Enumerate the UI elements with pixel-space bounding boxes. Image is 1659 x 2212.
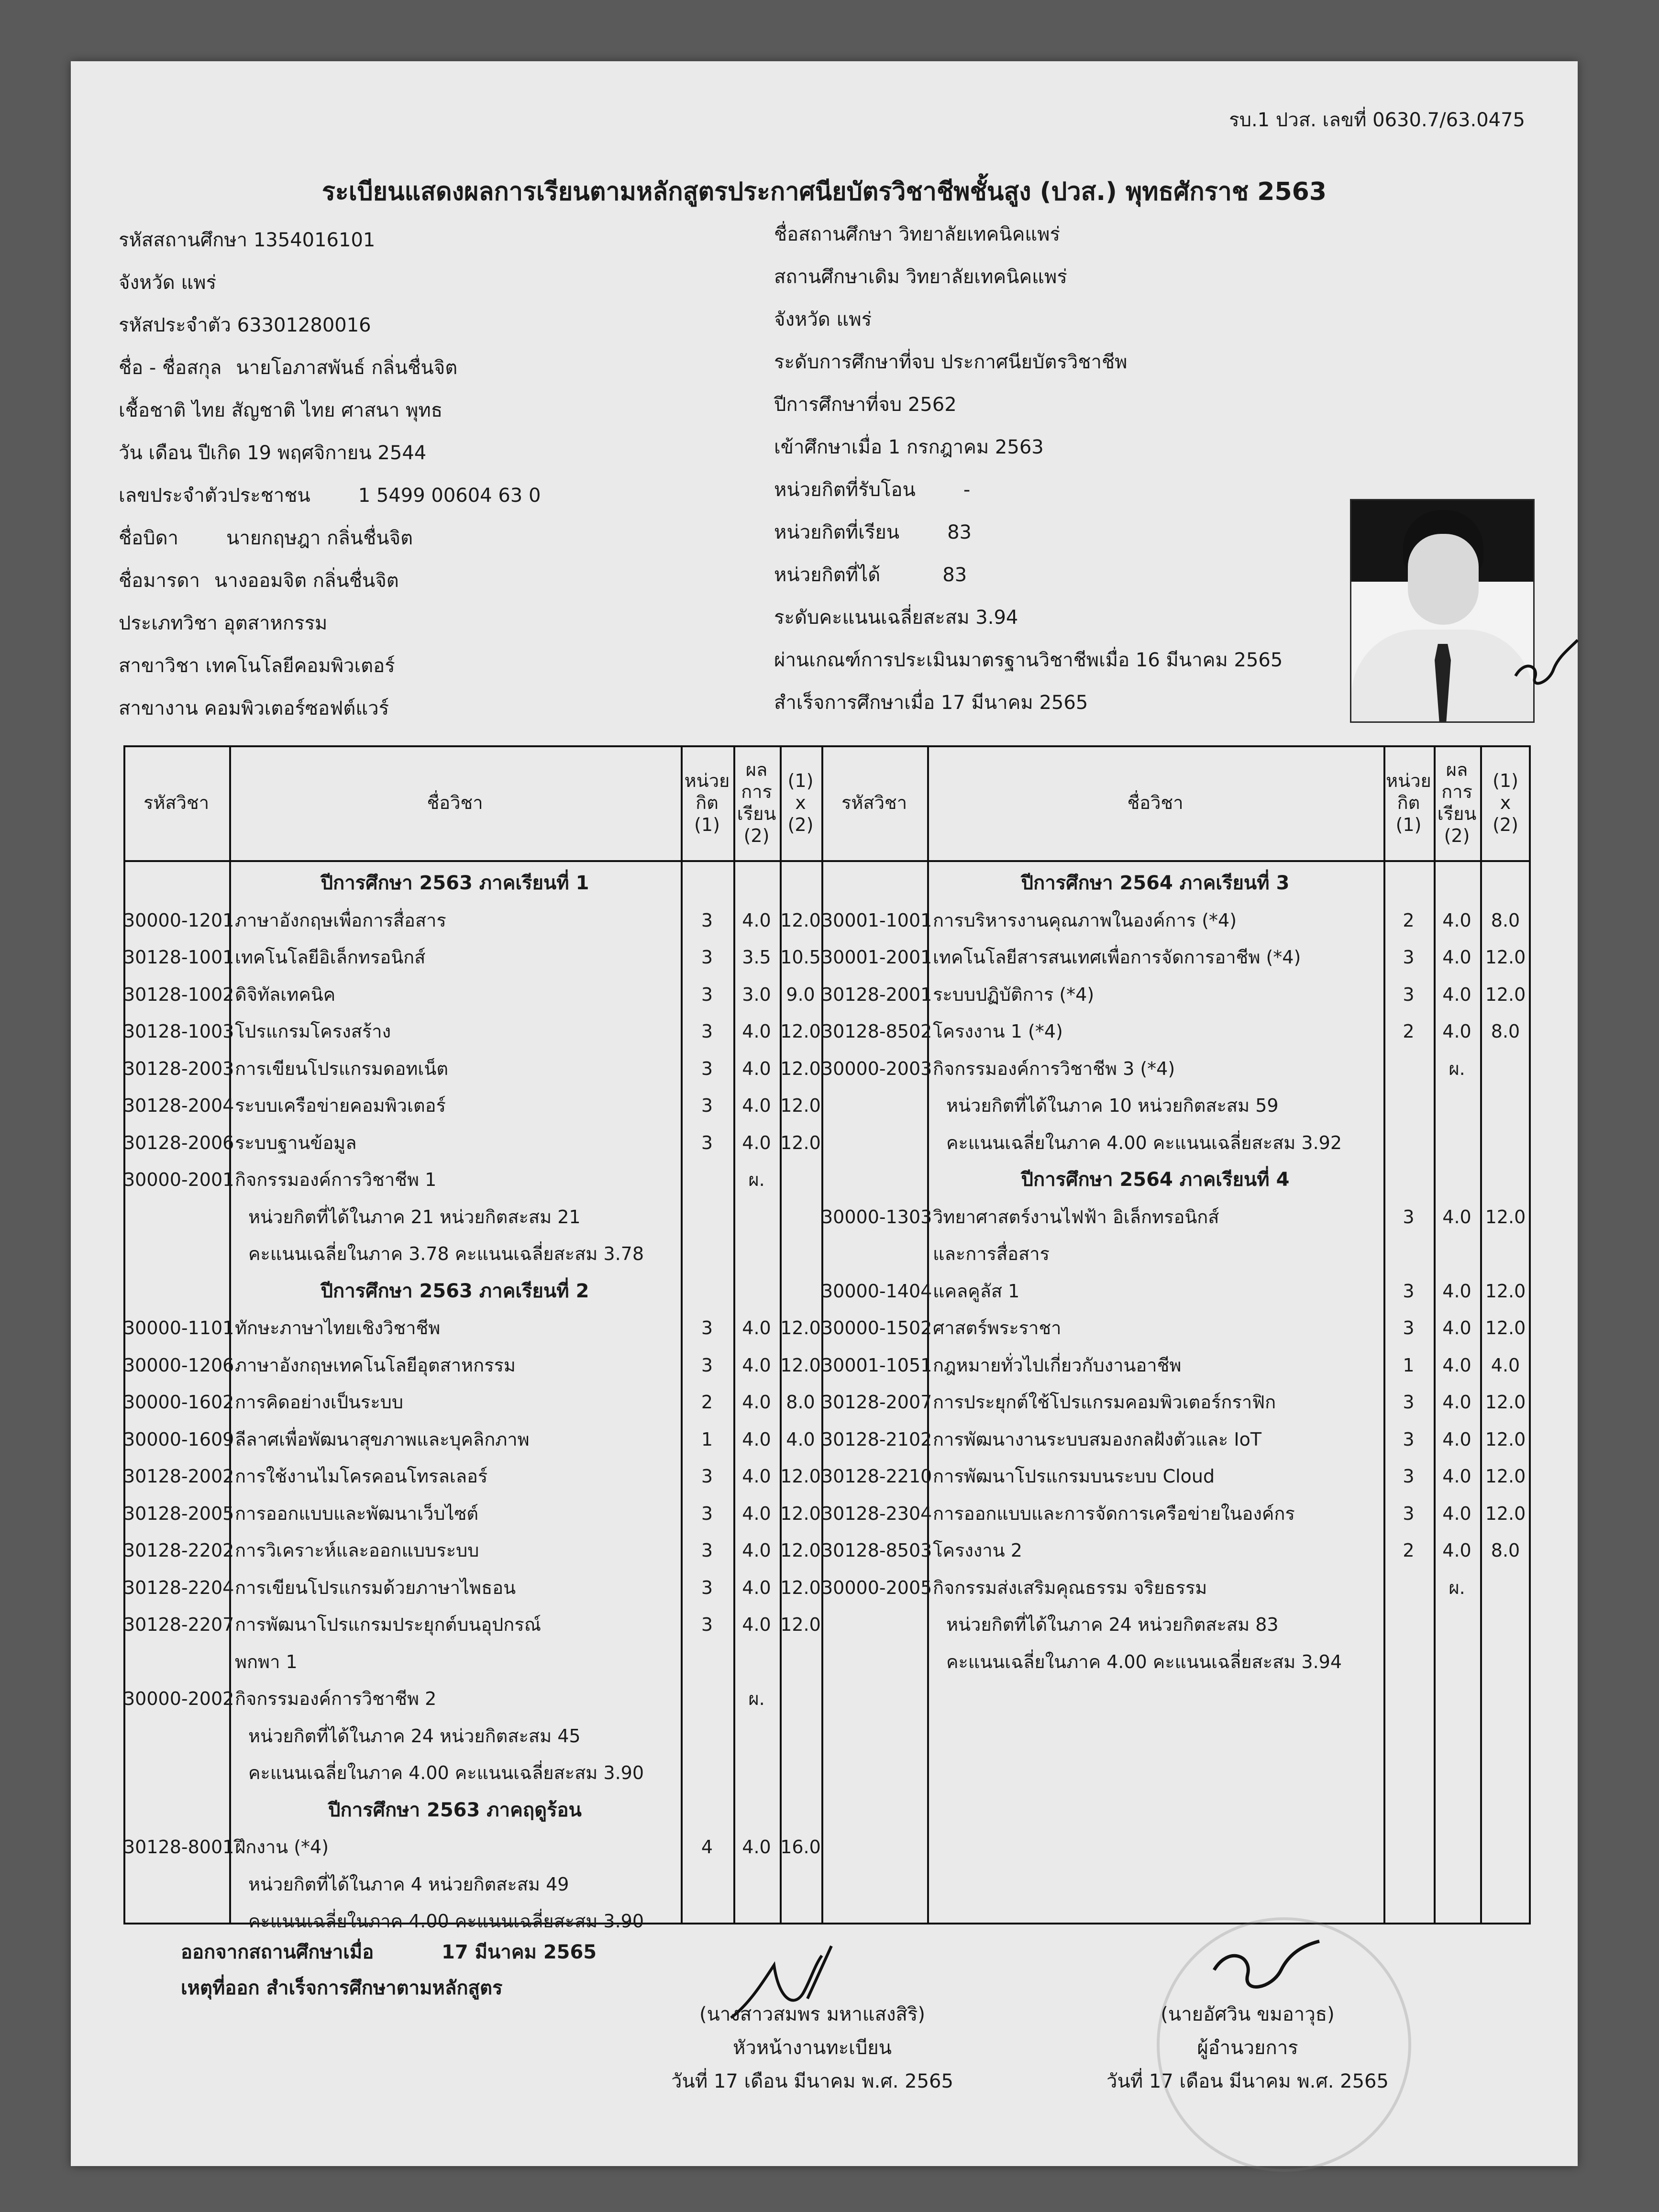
course-code: 30000-2003 [821, 1058, 932, 1079]
field-type: ประเภทวิชา อุตสาหกรรม [119, 612, 328, 634]
course-grade: 4.0 [742, 1095, 771, 1116]
course-points: 12.0 [780, 1614, 821, 1635]
previous-province: จังหวัด แพร่ [774, 309, 872, 331]
header-subject: ชื่อวิชา [1127, 792, 1183, 813]
course-name: กิจกรรมองค์การวิชาชีพ 2 [235, 1688, 437, 1709]
semester-heading: ปีการศึกษา 2563 ภาคเรียนที่ 2 [321, 1280, 589, 1302]
standard-test: ผ่านเกณฑ์การประเมินมาตรฐานวิชาชีพเมื่อ 16 มีนาคม 2565 [774, 649, 1283, 671]
course-code: 30128-8503 [821, 1540, 932, 1561]
course-grade: 4.0 [1442, 910, 1471, 931]
transfer-label: หน่วยกิตที่รับโอน [774, 479, 916, 501]
course-points: 12.0 [1485, 984, 1526, 1005]
citizen-id: 1 5499 00604 63 0 [358, 485, 541, 507]
course-grade: 4.0 [1442, 1317, 1471, 1338]
course-grade: 4.0 [742, 1503, 771, 1524]
course-grade: 4.0 [1442, 984, 1471, 1005]
course-points: 12.0 [780, 1021, 821, 1042]
student-name-line [119, 347, 541, 389]
mother-line [119, 560, 541, 602]
specialization: สาขางาน คอมพิวเตอร์ซอฟต์แวร์ [119, 697, 389, 719]
course-code: 30000-1206 [123, 1355, 234, 1376]
enrolled-date: เข้าศึกษาเมื่อ 1 กรกฎาคม 2563 [774, 436, 1044, 458]
course-code: 30128-1001 [123, 947, 234, 968]
course-points: 8.0 [1491, 910, 1520, 931]
name-label: ชื่อ - ชื่อสกุล [119, 357, 222, 379]
document-title: ระเบียนแสดงผลการเรียนตามหลักสูตรประกาศนียบัตรวิชาชีพชั้นสูง (ปวส.) พุทธศักราช 2563 [321, 177, 1327, 206]
previous-grad-year: ปีการศึกษาที่จบ 2562 [774, 394, 957, 416]
header-points: (1) x (2) [787, 770, 814, 835]
semester-summary: หน่วยกิตที่ได้ในภาค 4 หน่วยกิตสะสม 49 [248, 1874, 569, 1895]
director-name: (นายอัศวิน ขมอาวุธ) [1161, 2003, 1335, 2025]
course-code: 30128-2304 [821, 1503, 932, 1524]
director-date: วันที่ 17 เดือน มีนาคม พ.ศ. 2565 [1106, 2070, 1389, 2092]
course-credit: 3 [1403, 984, 1415, 1005]
course-code: 30128-8502 [821, 1021, 932, 1042]
course-points: 12.0 [1485, 1429, 1526, 1450]
semester-summary: คะแนนเฉลี่ยในภาค 4.00 คะแนนเฉลี่ยสะสม 3.94 [946, 1651, 1342, 1672]
course-name: โครงงาน 2 [933, 1540, 1022, 1561]
course-grade: ผ. [748, 1688, 765, 1709]
header-subject: ชื่อวิชา [427, 792, 483, 813]
course-credit: 3 [701, 1466, 713, 1487]
credits-studied-line [774, 511, 1283, 554]
credits-studied-label: หน่วยกิตที่เรียน [774, 521, 900, 543]
course-code: 30000-1502 [821, 1317, 932, 1338]
course-credit: 3 [1403, 1429, 1415, 1450]
course-grade: 4.0 [742, 1836, 771, 1858]
course-code: 30128-2002 [123, 1466, 234, 1487]
course-points: 12.0 [780, 910, 821, 931]
semester-heading: ปีการศึกษา 2564 ภาคเรียนที่ 3 [1021, 872, 1290, 894]
transcript-paper [71, 61, 1578, 2166]
course-points: 12.0 [780, 1466, 821, 1487]
course-name: การพัฒนาโปรแกรมประยุกต์บนอุปกรณ์ [235, 1614, 541, 1635]
course-points: 16.0 [780, 1836, 821, 1858]
course-points: 12.0 [780, 1095, 821, 1116]
course-name: โปรแกรมโครงสร้าง [235, 1021, 391, 1042]
course-points: 10.5 [780, 947, 821, 968]
province: จังหวัด แพร่ [119, 272, 217, 294]
course-name: ระบบฐานข้อมูล [235, 1132, 357, 1153]
course-credit: 1 [701, 1429, 713, 1450]
course-code: 30001-2001 [821, 947, 932, 968]
course-credit: 3 [701, 1132, 713, 1153]
course-credit: 2 [701, 1392, 713, 1413]
course-name: การพัฒนางานระบบสมองกลฝังตัวและ IoT [933, 1429, 1262, 1450]
table-row-line [123, 745, 1531, 747]
course-name: การวิเคราะห์และออกแบบระบบ [235, 1540, 479, 1561]
school-name: ชื่อสถานศึกษา วิทยาลัยเทคนิคแพร่ [774, 223, 1060, 245]
school-code: รหัสสถานศึกษา 1354016101 [119, 229, 376, 251]
school-info [774, 213, 1283, 724]
student-info [119, 219, 541, 730]
major: สาขาวิชา เทคโนโลยีคอมพิวเตอร์ [119, 655, 395, 677]
father-line [119, 517, 541, 560]
course-credit: 3 [1403, 1392, 1415, 1413]
course-code: 30128-2210 [821, 1466, 932, 1487]
course-name: การเขียนโปรแกรมดอทเน็ต [235, 1058, 449, 1079]
header-grade: ผล การ เรียน (2) [1437, 759, 1477, 846]
course-name: การประยุกต์ใช้โปรแกรมคอมพิวเตอร์กราฟิก [933, 1392, 1276, 1413]
course-points: 8.0 [1491, 1540, 1520, 1561]
course-code: 30128-2004 [123, 1095, 234, 1116]
course-code: 30128-2007 [821, 1392, 932, 1413]
course-name: กิจกรรมส่งเสริมคุณธรรม จริยธรรม [933, 1577, 1207, 1598]
course-grade: 4.0 [1442, 1466, 1471, 1487]
course-grade: 4.0 [1442, 1503, 1471, 1524]
course-code: 30000-2002 [123, 1688, 234, 1709]
registrar-title: หัวหน้างานทะเบียน [732, 2037, 892, 2059]
transfer-credits-line [774, 469, 1283, 511]
header-points: (1) x (2) [1493, 770, 1518, 835]
credits-earned-label: หน่วยกิตที่ได้ [774, 564, 881, 586]
course-credit: 3 [701, 1540, 713, 1561]
course-points: 12.0 [1485, 1392, 1526, 1413]
course-points: 8.0 [1491, 1021, 1520, 1042]
course-grade: ผ. [748, 1169, 765, 1190]
course-credit: 3 [701, 1503, 713, 1524]
course-credit: 3 [701, 1095, 713, 1116]
leave-reason: เหตุที่ออก สำเร็จการศึกษาตามหลักสูตร [181, 1977, 503, 1999]
credits-earned-line [774, 554, 1283, 597]
course-grade: 4.0 [742, 1021, 771, 1042]
graduated-date: สำเร็จการศึกษาเมื่อ 17 มีนาคม 2565 [774, 692, 1088, 714]
course-name: พกพา 1 [235, 1651, 298, 1672]
ethnicity: เชื้อชาติ ไทย สัญชาติ ไทย ศาสนา พุทธ [119, 399, 443, 421]
course-name: กฎหมายทั่วไปเกี่ยวกับงานอาชีพ [933, 1355, 1182, 1376]
semester-heading: ปีการศึกษา 2564 ภาคเรียนที่ 4 [1021, 1169, 1290, 1191]
course-name: ศาสตร์พระราชา [933, 1317, 1062, 1338]
header-credit: หน่วย กิต (1) [684, 770, 730, 835]
gpax: ระดับคะแนนเฉลี่ยสะสม 3.94 [774, 607, 1018, 629]
course-credit: 3 [701, 910, 713, 931]
course-grade: ผ. [1449, 1058, 1465, 1079]
course-code: 30000-2001 [123, 1169, 234, 1190]
course-credit: 3 [1403, 1466, 1415, 1487]
photo-signature-mark [1506, 630, 1582, 697]
course-name: โครงงาน 1 (*4) [933, 1021, 1063, 1042]
credits-earned: 83 [942, 564, 967, 586]
document-reference: รบ.1 ปวส. เลขที่ 0630.7/63.0475 [1229, 109, 1525, 131]
course-name: การใช้งานไมโครคอนโทรลเลอร์ [235, 1466, 488, 1487]
course-grade: 3.5 [742, 947, 771, 968]
course-name: วิทยาศาสตร์งานไฟฟ้า อิเล็กทรอนิกส์ [933, 1206, 1219, 1228]
course-points: 12.0 [780, 1317, 821, 1338]
course-name: แคลคูลัส 1 [933, 1281, 1020, 1302]
course-grade: 4.0 [742, 1355, 771, 1376]
course-code: 30128-8001 [123, 1836, 234, 1858]
leave-label: ออกจากสถานศึกษาเมื่อ [181, 1941, 374, 1963]
course-grade: 4.0 [1442, 1540, 1471, 1561]
course-code: 30128-2006 [123, 1132, 234, 1153]
previous-level: ระดับการศึกษาที่จบ ประกาศนียบัตรวิชาชีพ [774, 351, 1128, 373]
course-code: 30128-2102 [821, 1429, 932, 1450]
student-id: รหัสประจำตัว 63301280016 [119, 314, 371, 336]
course-name: กิจกรรมองค์การวิชาชีพ 3 (*4) [933, 1058, 1175, 1079]
course-code: 30000-1609 [123, 1429, 234, 1450]
birthdate: วัน เดือน ปีเกิด 19 พฤศจิกายน 2544 [119, 442, 427, 464]
semester-summary: คะแนนเฉลี่ยในภาค 4.00 คะแนนเฉลี่ยสะสม 3.90 [248, 1762, 644, 1783]
course-points: 12.0 [780, 1577, 821, 1598]
semester-summary: คะแนนเฉลี่ยในภาค 4.00 คะแนนเฉลี่ยสะสม 3.92 [946, 1132, 1342, 1153]
semester-summary: หน่วยกิตที่ได้ในภาค 21 หน่วยกิตสะสม 21 [248, 1206, 581, 1228]
semester-heading: ปีการศึกษา 2563 ภาคฤดูร้อน [328, 1799, 582, 1821]
course-grade: 4.0 [742, 1540, 771, 1561]
student-name: นายโอภาสพันธ์ กลิ่นชื่นจิต [236, 357, 458, 379]
course-credit: 3 [1403, 1317, 1415, 1338]
course-credit: 3 [701, 1577, 713, 1598]
course-code: 30128-2003 [123, 1058, 234, 1079]
semester-heading: ปีการศึกษา 2563 ภาคเรียนที่ 1 [321, 872, 589, 894]
credits-studied: 83 [947, 521, 972, 543]
table-row-line [123, 860, 1531, 862]
course-credit: 3 [701, 1058, 713, 1079]
course-name: เทคโนโลยีสารสนเทศเพื่อการจัดการอาชีพ (*4) [933, 947, 1301, 968]
header-credit: หน่วย กิต (1) [1386, 770, 1431, 835]
course-grade: 4.0 [742, 1058, 771, 1079]
course-credit: 3 [701, 984, 713, 1005]
course-code: 30128-2001 [821, 984, 932, 1005]
course-points: 12.0 [1485, 947, 1526, 968]
course-credit: 3 [701, 947, 713, 968]
course-grade: 4.0 [742, 1429, 771, 1450]
course-grade: 4.0 [1442, 1429, 1471, 1450]
course-points: 12.0 [780, 1540, 821, 1561]
course-points: 12.0 [1485, 1317, 1526, 1338]
leave-date: 17 มีนาคม 2565 [442, 1941, 597, 1963]
citizen-id-line [119, 475, 541, 517]
course-name: การบริหารงานคุณภาพในองค์การ (*4) [933, 910, 1237, 931]
header-code: รหัสวิชา [841, 792, 907, 813]
director-title: ผู้อำนวยการ [1197, 2037, 1298, 2059]
course-grade: 4.0 [1442, 1281, 1471, 1302]
course-points: 12.0 [780, 1132, 821, 1153]
course-name: การพัฒนาโปรแกรมบนระบบ Cloud [933, 1466, 1215, 1487]
course-grade: 4.0 [742, 910, 771, 931]
course-code: 30001-1001 [821, 910, 932, 931]
course-code: 30128-1003 [123, 1021, 234, 1042]
citizen-id-label: เลขประจำตัวประชาชน [119, 485, 310, 507]
course-grade: 4.0 [1442, 1206, 1471, 1228]
course-credit: 3 [1403, 1206, 1415, 1228]
course-name: ฝึกงาน (*4) [235, 1836, 329, 1858]
course-code: 30128-1002 [123, 984, 234, 1005]
course-points: 12.0 [780, 1503, 821, 1524]
course-points: 9.0 [786, 984, 815, 1005]
registrar-name: (นางสาวสมพร มหาแสงสิริ) [699, 2003, 926, 2025]
mother-name: นางออมจิต กลิ่นชื่นจิต [214, 570, 399, 592]
course-grade: 4.0 [742, 1466, 771, 1487]
semester-summary: คะแนนเฉลี่ยในภาค 3.78 คะแนนเฉลี่ยสะสม 3.78 [248, 1243, 644, 1264]
course-credit: 3 [1403, 1281, 1415, 1302]
previous-school: สถานศึกษาเดิม วิทยาลัยเทคนิคแพร่ [774, 266, 1067, 288]
course-credit: 3 [701, 1355, 713, 1376]
course-grade: 4.0 [742, 1317, 771, 1338]
course-grade: ผ. [1449, 1577, 1465, 1598]
course-points: 8.0 [786, 1392, 815, 1413]
course-name: การคิดอย่างเป็นระบบ [235, 1392, 403, 1413]
course-credit: 1 [1403, 1355, 1415, 1376]
course-credit: 2 [1403, 1021, 1415, 1042]
course-name: การเขียนโปรแกรมด้วยภาษาไพธอน [235, 1577, 516, 1598]
mother-label: ชื่อมารดา [119, 570, 200, 592]
course-name: กิจกรรมองค์การวิชาชีพ 1 [235, 1169, 437, 1190]
course-grade: 4.0 [1442, 1355, 1471, 1376]
course-name: ลีลาศเพื่อพัฒนาสุขภาพและบุคลิกภาพ [235, 1429, 530, 1450]
course-code: 30128-2204 [123, 1577, 234, 1598]
course-credit: 3 [701, 1614, 713, 1635]
registrar-date: วันที่ 17 เดือน มีนาคม พ.ศ. 2565 [671, 2070, 953, 2092]
course-credit: 2 [1403, 1540, 1415, 1561]
semester-summary: คะแนนเฉลี่ยในภาค 4.00 คะแนนเฉลี่ยสะสม 3.90 [248, 1911, 644, 1932]
course-grade: 4.0 [1442, 1392, 1471, 1413]
semester-summary: หน่วยกิตที่ได้ในภาค 24 หน่วยกิตสะสม 83 [946, 1614, 1279, 1635]
course-code: 30000-1602 [123, 1392, 234, 1413]
course-points: 12.0 [1485, 1466, 1526, 1487]
course-grade: 4.0 [1442, 1021, 1471, 1042]
course-name: ระบบเครือข่ายคอมพิวเตอร์ [235, 1095, 446, 1116]
course-name: การออกแบบและการจัดการเครือข่ายในองค์กร [933, 1503, 1295, 1524]
course-name: เทคโนโลยีอิเล็กทรอนิกส์ [235, 947, 426, 968]
father-name: นายกฤษฎา กลิ่นชื่นจิต [226, 527, 413, 549]
course-name: ภาษาอังกฤษเทคโนโลยีอุตสาหกรรม [235, 1355, 516, 1376]
course-grade: 3.0 [742, 984, 771, 1005]
course-code: 30128-2202 [123, 1540, 234, 1561]
course-points: 12.0 [1485, 1206, 1526, 1228]
header-code: รหัสวิชา [143, 792, 210, 813]
course-points: 12.0 [1485, 1281, 1526, 1302]
course-credit: 4 [701, 1836, 713, 1858]
course-grade: 4.0 [742, 1132, 771, 1153]
course-name: ระบบปฏิบัติการ (*4) [933, 984, 1095, 1005]
course-points: 12.0 [1485, 1503, 1526, 1524]
semester-summary: หน่วยกิตที่ได้ในภาค 10 หน่วยกิตสะสม 59 [946, 1095, 1279, 1116]
course-name: ดิจิทัลเทคนิค [235, 984, 336, 1005]
father-label: ชื่อบิดา [119, 527, 178, 549]
course-code: 30000-2005 [821, 1577, 932, 1598]
course-code: 30000-1404 [821, 1281, 932, 1302]
course-credit: 3 [701, 1021, 713, 1042]
course-grade: 4.0 [1442, 947, 1471, 968]
course-code: 30128-2005 [123, 1503, 234, 1524]
course-code: 30000-1101 [123, 1317, 234, 1338]
course-grade: 4.0 [742, 1392, 771, 1413]
course-name: และการสื่อสาร [933, 1243, 1050, 1264]
course-grade: 4.0 [742, 1614, 771, 1635]
course-points: 12.0 [780, 1355, 821, 1376]
course-code: 30128-2207 [123, 1614, 234, 1635]
course-points: 4.0 [1491, 1355, 1520, 1376]
semester-summary: หน่วยกิตที่ได้ในภาค 24 หน่วยกิตสะสม 45 [248, 1725, 581, 1747]
course-points: 12.0 [780, 1058, 821, 1079]
transfer-value: - [963, 479, 971, 501]
course-credit: 3 [1403, 947, 1415, 968]
header-grade: ผล การ เรียน (2) [737, 759, 776, 846]
course-name: ทักษะภาษาไทยเชิงวิชาชีพ [235, 1317, 441, 1338]
course-credit: 3 [701, 1317, 713, 1338]
course-points: 4.0 [786, 1429, 815, 1450]
transcript-table [123, 745, 1531, 1932]
course-name: ภาษาอังกฤษเพื่อการสื่อสาร [235, 910, 446, 931]
course-credit: 3 [1403, 1503, 1415, 1524]
course-grade: 4.0 [742, 1577, 771, 1598]
course-credit: 2 [1403, 910, 1415, 931]
course-code: 30000-1303 [821, 1206, 932, 1228]
course-code: 30000-1201 [123, 910, 234, 931]
course-code: 30001-1051 [821, 1355, 932, 1376]
course-name: การออกแบบและพัฒนาเว็บไซต์ [235, 1503, 479, 1524]
